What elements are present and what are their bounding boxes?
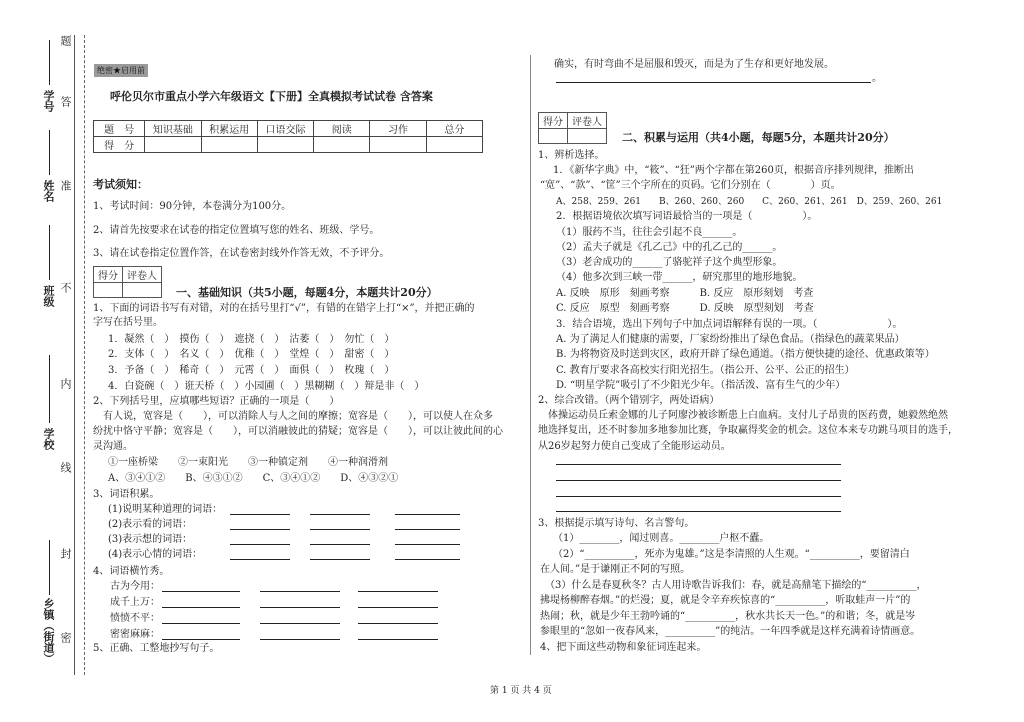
poem-row: 在人间。”是于谦刚正不阿的写照。 [540,564,691,575]
question-text: 字写在括号里。 [93,317,163,328]
q1-row: 1．凝然（ ） 摸伤（ ） 遮挠（ ） 沽萎（ ） 勿忙（ ） [108,334,395,345]
question-text: 4、把下面这些动物和象征词连起来。 [540,642,707,653]
poem-row: 拂堤杨柳醉春烟。”的烂漫；夏，就是令辛弃疾惊喜的“__________，听取蛙声一片”的 [540,595,911,606]
binding-line [49,540,50,595]
section-title: 二、积累与运用（共4小题，每题5分，本题共计20分） [622,131,895,144]
cut-char: 准 [59,180,72,191]
binding-label-class: 班级 [42,285,55,307]
score-header-cell: 知识基础 [145,121,201,137]
question-text: 2．根据语境依次填写词语最恰当的一项是（ ）。 [556,211,818,222]
score-header-cell: 积累运用 [201,121,257,137]
poem-row: 参眼里的“忽如一夜春风来，__________”的纯洁。一年四季就是这样充满着诗情画意。 [540,626,921,637]
answer-line[interactable] [358,639,438,640]
question-text: 灵沟通。 [93,441,133,452]
scorer-box [538,112,607,144]
choice-row: B. 为将物资及时送到灾区，政府开辟了绿色通道。（指方便快捷的途径、优惠政策等） [556,349,935,360]
score-header-cell: 总分 [426,121,482,137]
question-text: 3．结合语境，选出下列句子中加点词语解释有误的一项。（ ）。 [556,319,903,330]
cut-char: 不 [59,282,72,293]
score-input-cell[interactable] [257,137,313,153]
q1-row: 3．予备（ ） 稀奇（ ） 元霄（ ） 面俱（ ） 枚瑰（ ） [108,365,395,376]
scorer-label: 得分 [94,267,123,283]
score-header-cell: 阅读 [314,121,370,137]
notice-item: 3、请在试卷指定位置作答，在试卷密封线外作答无效，不予评分。 [93,248,390,259]
q3-row: (3)表示想的词语： [108,534,193,545]
answer-line[interactable] [556,82,871,83]
answer-line[interactable] [358,623,438,624]
choice-row: D. “明星学院”吸引了不少阳光少年。（指活泼、富有生气的少年） [556,380,846,391]
answer-line[interactable] [310,544,370,545]
q1-row: 4．白瓷碗（ ）诳天桥（ ）小园圃（ ）黑糊糊（ ）辩是非（ ） [108,381,425,392]
answer-line[interactable] [358,607,438,608]
passage-line: 体操运动员丘索金娜的儿子阿廖沙被诊断患上白血病。支付儿子昂贵的医药费，她毅然绝然 [538,410,948,421]
answer-line[interactable] [310,559,370,560]
scorer-label: 评卷人 [568,113,607,129]
score-header-cell: 题 号 [94,121,145,137]
answer-line[interactable] [260,623,340,624]
question-text: 2、综合改错。（两个错别字，两处语病） [538,395,720,406]
answer-line[interactable] [260,639,340,640]
answer-line[interactable] [395,559,460,560]
fill-row: （3）老舍成功的______了骆驼祥子这个典型形象。 [556,257,783,268]
binding-solid-line [74,35,75,675]
q3-row: (2)表示看的词语： [108,519,193,530]
answer-line[interactable] [556,496,841,497]
passage-line: 地选择复出，还不时参加多地参加比赛，争取赢得奖金的机会。这位本来专功跳马项目的选手， [538,425,958,436]
fill-row: （4）他多次到三峡一带______，研究那里的地形地貌。 [556,272,803,283]
binding-label-student-id: 学号 [42,90,55,112]
binding-line [49,40,50,85]
answer-line[interactable] [162,591,240,592]
score-input-cell[interactable] [370,137,426,153]
answer-line[interactable] [162,607,240,608]
choice-row: A. 为了满足人们健康的需要，厂家纷纷推出了绿色食品。（指绿色的蔬菜果品） [556,334,905,345]
score-input-cell[interactable] [426,137,482,153]
cut-char: 封 [59,548,72,559]
section-title: 一、基础知识（共5小题，每题4分，本题共计20分） [176,286,438,299]
column-divider [530,55,531,655]
question-text: 5、正确、工整地抄写句子。 [93,643,220,654]
answer-line[interactable] [556,464,841,465]
score-input-cell[interactable] [314,137,370,153]
question-text: 1．《新华字典》中，“筱”、“狂”两个字都在第260页，根据音序排列规律，推断出 [553,165,914,176]
answer-line[interactable] [556,480,841,481]
choice-row: A. 反映 原形 刻画考察 B. 反应 原形刻划 考查 [556,288,814,299]
scorer-label: 得分 [539,113,568,129]
q2-choices: A、③④①② B、④③①② C、③④①② D、④③②① [108,473,399,484]
poem-row: （2）“__________，死亦为鬼雄。”这是李清照的人生观。“__________，要留清白 [553,549,910,560]
cut-char: 题 [59,35,72,46]
answer-line[interactable] [230,544,290,545]
answer-line[interactable] [162,639,240,640]
scorer-box [93,266,162,298]
question-text: 3、根据提示填写诗句、名言警句。 [538,518,695,529]
question-text: 1、辨析选择。 [538,150,605,161]
binding-label-name: 姓名 [42,180,55,202]
q2-options: ①一座桥梁 ②一束阳光 ③一种镇定剂 ④一种润滑剂 [108,457,388,468]
binding-line [49,355,50,423]
poem-row: （3）什么是春夏秋冬？古人用诗歌告诉我们：春，就是高鼎笔下描绘的“__________， [540,580,927,591]
answer-line[interactable] [260,607,340,608]
fill-row: （1）服药不当，往往会引起不良______。 [556,227,743,238]
q4-row: 愤愤不平： [110,613,160,624]
cut-char: 线 [59,462,72,473]
q1-row: 2．支体（ ） 名义（ ） 优稚（ ） 堂煌（ ） 甜密（ ） [108,349,395,360]
question-text: 2、下列括号里，应填哪些短语？正确的一项是（ ） [93,396,340,407]
answer-line[interactable] [310,514,370,515]
confidential-stamp: 绝密★启用前 [94,64,148,77]
q1-choices: A、258、259、261 B、260、260、260 C、260、261、261 D、259、260、261 [556,197,943,207]
binding-label-town: 乡镇（街道） [42,598,55,664]
scorer-input[interactable] [539,129,568,144]
question-text: 4、词语横竹秀。 [93,566,170,577]
q4-row: 古为今用： [110,581,160,592]
period-mark: 。 [872,73,882,84]
question-text: 有人说，宽容是（ ），可以消除人与人之间的摩擦；宽容是（ ），可以使人在众多 [93,411,493,422]
binding-dashed-line [84,35,85,675]
notice-item: 1、考试时间：90分钟，本卷满分为100分。 [93,201,292,212]
answer-line[interactable] [230,514,290,515]
answer-line[interactable] [230,529,290,530]
binding-line [49,130,50,175]
choice-row: C. 反应 原型 刻画考察 D. 反映 原型刻划 考查 [556,303,814,314]
binding-line [49,225,50,280]
q3-row: (4)表示心情的词语： [108,549,203,560]
question-text: “宽”、“款”、“筐”三个字所在的页码。它们分别在（ ）页。 [540,180,841,191]
question-text: 确实，有时弯曲不是屈服和毁灭，而是为了生存和更好地发展。 [554,59,834,70]
cut-char: 内 [59,378,72,389]
question-text: 纷扰中恪守平静；宽容是（ ），可以消融彼此的猜疑；宽容是（ ），可以让彼此间的心 [93,426,503,437]
exam-title: 呼伦贝尔市重点小学六年级语文【下册】全真模拟考试试卷 含答案 [110,90,433,103]
question-text: 3、词语积累。 [93,489,160,500]
cut-char: 密 [59,632,72,643]
binding-label-school: 学校 [42,428,55,450]
notice-title: 考试须知： [93,178,148,191]
answer-line[interactable] [395,514,460,515]
q3-row: (1)说明某种道理的词语： [108,504,223,515]
answer-line[interactable] [395,529,460,530]
choice-row: C. 教育厅要求各高校实行阳光招生。（指公开、公平、公正的招生） [556,365,855,376]
answer-line[interactable] [358,591,438,592]
poem-row: 热闹；秋，就是少年王勃吟诵的“__________，秋水共长天一色。”的和谐；冬，就是岑 [540,611,916,622]
cut-char: 答 [59,96,72,107]
q4-row: 密密麻麻： [110,629,160,640]
scorer-input[interactable] [568,129,607,144]
passage-line: 从26岁起努力使自己变成了全能形运动员。 [538,441,731,452]
page-number: 第 1 页 共 4 页 [490,686,552,696]
score-header-cell: 口语交际 [257,121,313,137]
score-header-cell: 习作 [370,121,426,137]
scorer-label: 评卷人 [123,267,162,283]
answer-line[interactable] [556,511,841,512]
scorer-input[interactable] [94,283,123,298]
answer-line[interactable] [162,623,240,624]
answer-line[interactable] [395,544,460,545]
score-input-cell[interactable] [201,137,257,153]
fill-row: （2）孟夫子就是《孔乙己》中的孔乙己的______。 [556,242,783,253]
scorer-input[interactable] [123,283,162,298]
q4-row: 成千上万： [110,597,160,608]
answer-line[interactable] [310,529,370,530]
poem-row: （1）________，闻过则喜。________户枢不蠹。 [553,533,770,544]
score-row-label: 得 分 [94,137,145,153]
answer-line[interactable] [260,591,340,592]
score-table [93,120,483,153]
question-text: 1、下面的词语书写有对错，对的在括号里打“√”，有错的在错字上打“×”，并把正确的 [93,303,475,314]
notice-item: 2、请首先按要求在试卷的指定位置填写您的姓名、班级、学号。 [93,225,380,236]
score-input-cell[interactable] [145,137,201,153]
answer-line[interactable] [230,559,290,560]
